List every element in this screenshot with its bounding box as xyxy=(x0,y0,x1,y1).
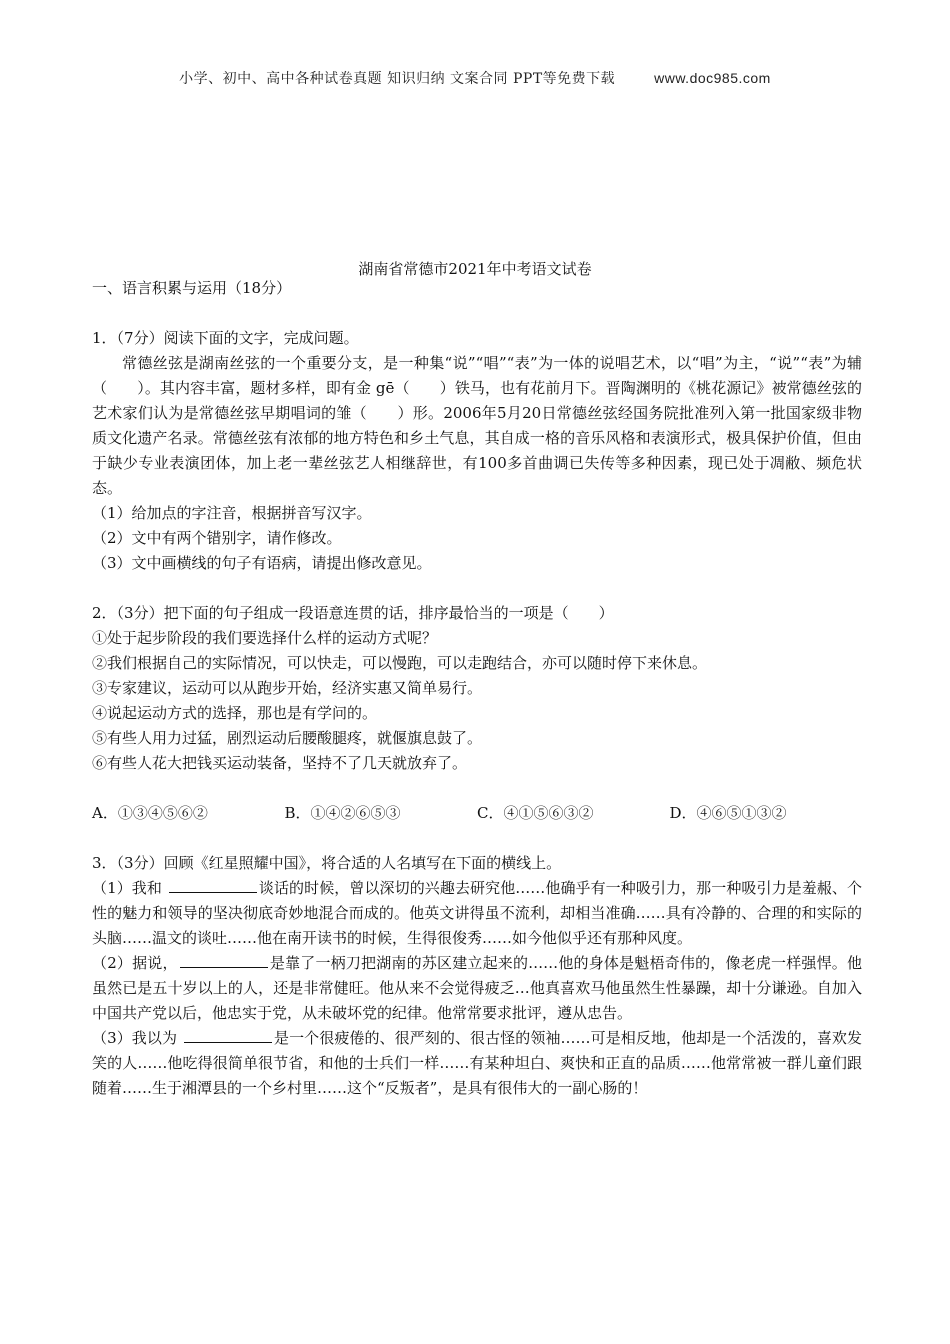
sub-question-text: 谈话的时候，曾以深切的兴趣去研究他……他确乎有一种吸引力，那一种吸引力是羞赧、个性的魅力和领导的坚决彻底奇妙地混合而成的。他英文讲得虽不流利，却相当准确……具有冷静的、合理的和实际的头脑……温文的谈吐……他在南开读书的时候，生得很俊秀……如今他似乎还有那种风度。 xyxy=(92,879,862,947)
question-passage: 常德丝弦是湖南丝弦的一个重要分支，是一种集“说”“唱”“表”为一体的说唱艺术，以“唱”为主，“说”“表”为辅（ ）。其内容丰富，题材多样，即有金 gē（ ）铁马，也有花前月下。晋陶渊明的《桃花源记》被常德丝弦的艺术家们认为是常德丝弦早期唱词的雏（ ）形。2006年5月20日常德丝弦经国务院批准列入第一批国家级非物质文化遗产名录。常德丝弦有浓郁的地方特色和乡土气息，其自成一格的音乐风格和表演形式，极具保护价值，但由于缺少专业表演团体，加上老一辈丝弦艺人相继辞世，有100多首曲调已失传等多种因素，现已处于凋敝、频危状态。 xyxy=(92,354,862,497)
question-3 xyxy=(92,851,862,1101)
option-c: C．④①⑤⑥③② xyxy=(477,804,594,822)
sub-question-text: 是靠了一柄刀把湖南的苏区建立起来的……他的身体是魁梧奇伟的，像老虎一样强悍。他虽然已是五十岁以上的人，还是非常健旺。他从来不会觉得疲乏…他真喜欢马他虽然生性暴躁，却十分谦逊。自加入中国共产党以后，他忠实于党，从未破坏党的纪律。他常常要求批评，遵从忠告。 xyxy=(92,954,862,1022)
exam-content xyxy=(92,274,862,1101)
sub-question-text: 是一个很疲倦的、很严刻的、很古怪的领袖……可是相反地，他却是一个活泼的，喜欢发笑的人……他吃得很简单很节省，和他的士兵们一样……有某种坦白、爽快和正直的品质……他常常被一群儿童们跟随着……生于湘潭县的一个乡村里……这个“反叛者”，是具有很伟大的一副心肠的！ xyxy=(92,1029,862,1097)
sub-question xyxy=(92,951,862,1026)
page-header xyxy=(0,68,950,88)
sentence-item: ③专家建议，运动可以从跑步开始，经济实惠又简单易行。 xyxy=(92,679,483,697)
header-site-link[interactable]: www.doc985.com xyxy=(654,70,771,86)
answer-options xyxy=(92,801,862,826)
sub-question-prefix: （3）我以为 xyxy=(92,1029,178,1047)
fill-blank xyxy=(180,953,268,968)
sub-question-prefix: （1）我和 xyxy=(92,879,162,897)
section-title: 一、语言积累与运用（18分） xyxy=(92,279,292,297)
option-b: B．①④②⑥⑤③ xyxy=(284,804,401,822)
sub-question-prefix: （2）据说， xyxy=(92,954,178,972)
sentence-item: ⑥有些人花大把钱买运动装备，坚持不了几天就放弃了。 xyxy=(92,754,468,772)
page-title: 湖南省常德市2021年中考语文试卷 xyxy=(358,260,592,278)
fill-blank xyxy=(169,878,257,893)
sentence-item: ②我们根据自己的实际情况，可以快走，可以慢跑，可以走跑结合，亦可以随时停下来休息。 xyxy=(92,654,708,672)
option-d: D．④⑥⑤①③② xyxy=(669,804,787,822)
sub-question xyxy=(92,876,862,951)
sub-question: （3）文中画横线的句子有语病，请提出修改意见。 xyxy=(92,554,432,572)
sub-question: （1）给加点的字注音，根据拼音写汉字。 xyxy=(92,504,372,522)
sub-question: （2）文中有两个错别字，请作修改。 xyxy=(92,529,342,547)
question-2 xyxy=(92,601,862,826)
sentence-item: ①处于起步阶段的我们要选择什么样的运动方式呢？ xyxy=(92,629,438,647)
sentence-item: ④说起运动方式的选择，那也是有学问的。 xyxy=(92,704,378,722)
fill-blank xyxy=(184,1028,272,1043)
sentence-item: ⑤有些人用力过猛，剧烈运动后腰酸腿疼，就偃旗息鼓了。 xyxy=(92,729,483,747)
question-stem: 2．（3分）把下面的句子组成一段语意连贯的话，排序最恰当的一项是（ ） xyxy=(92,604,614,622)
option-a: A．①③④⑤⑥② xyxy=(92,804,208,822)
question-1 xyxy=(92,326,862,576)
question-stem: 3．（3分）回顾《红星照耀中国》，将合适的人名填写在下面的横线上。 xyxy=(92,854,562,872)
header-text: 小学、初中、高中各种试卷真题 知识归纳 文案合同 PPT等免费下载 xyxy=(179,71,616,87)
question-stem: 1．（7分）阅读下面的文字，完成问题。 xyxy=(92,329,359,347)
sub-question xyxy=(92,1026,862,1101)
